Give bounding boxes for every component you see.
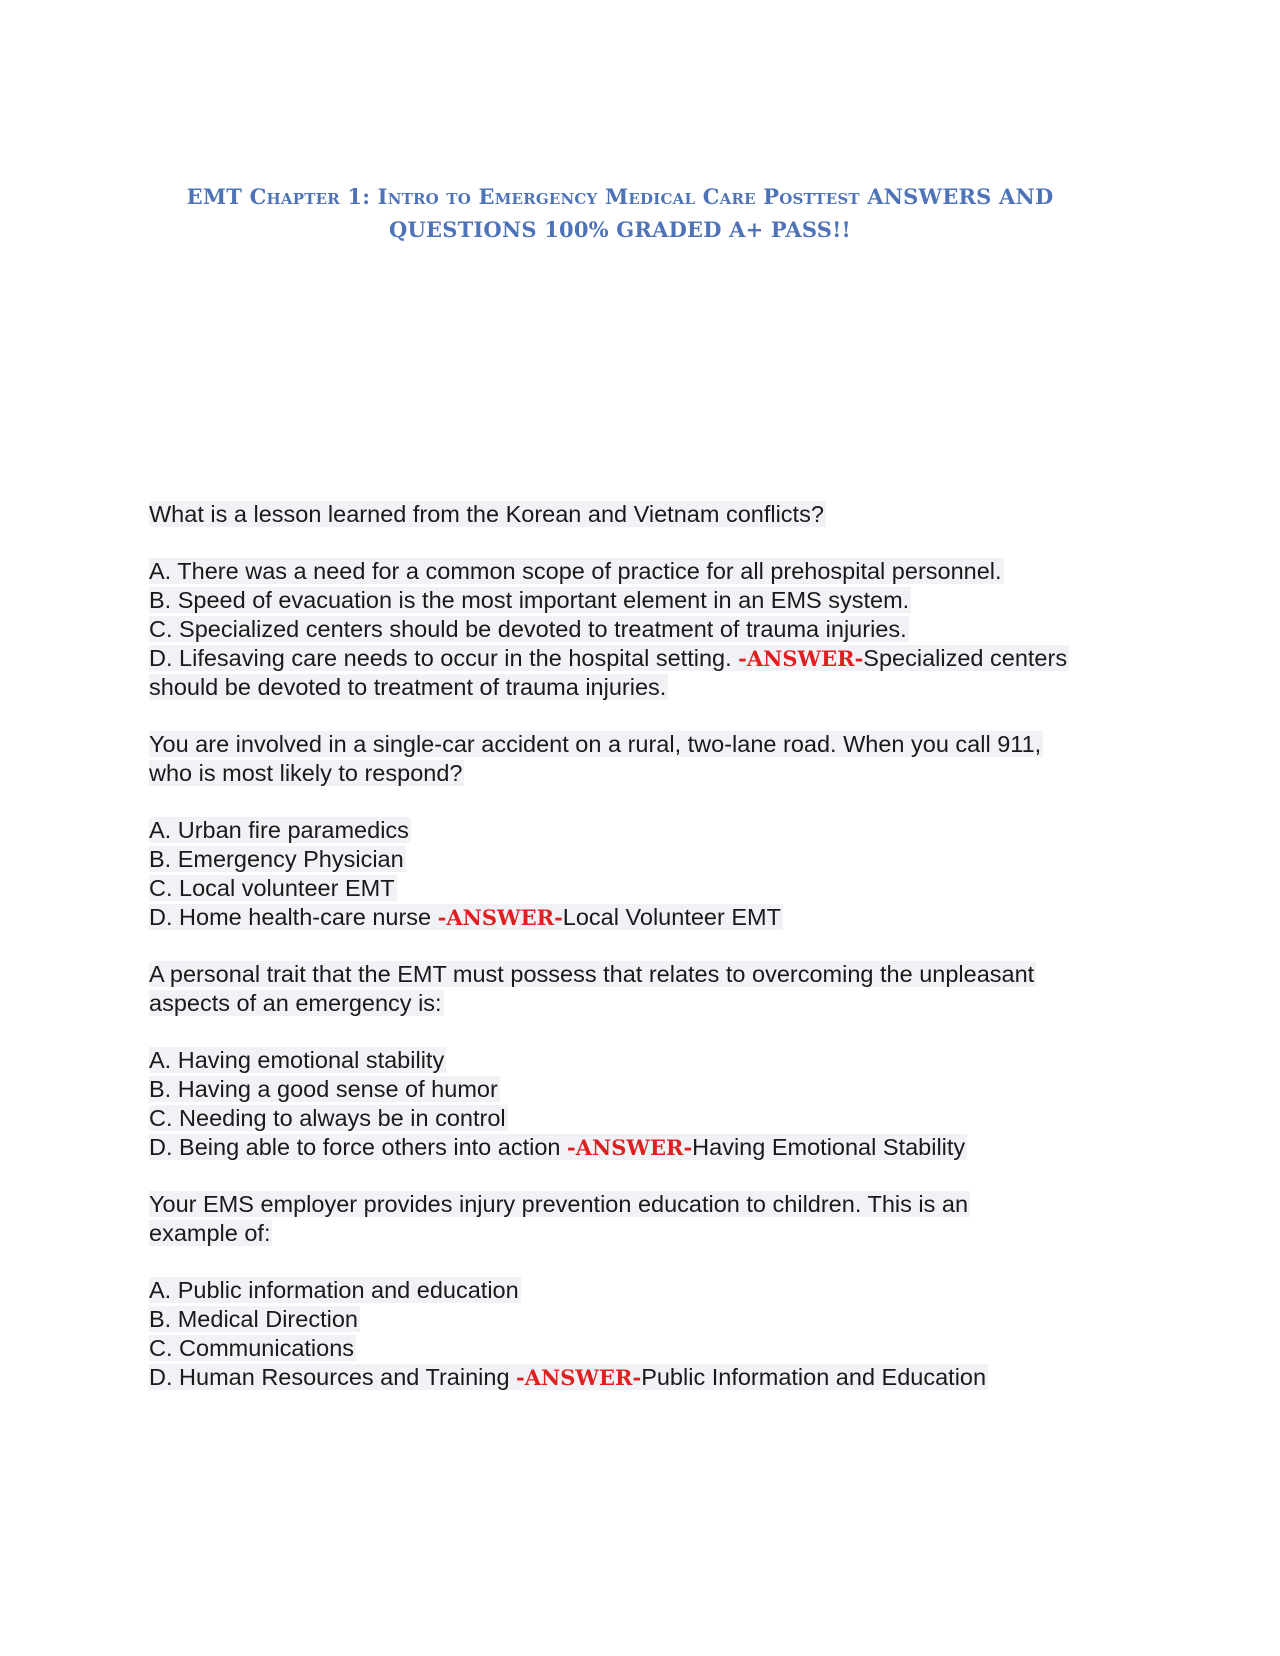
option-d-text: D. Lifesaving care needs to occur in the hospital setting.: [149, 645, 739, 671]
questions-list: [149, 500, 1109, 1420]
option-d: [149, 644, 1109, 673]
option-d-text: D. Home health-care nurse: [149, 904, 438, 930]
option-c: C. Needing to always be in control: [149, 1105, 506, 1131]
answer-tag: -ANSWER-: [516, 1365, 642, 1390]
option-d: [149, 1363, 1109, 1392]
question-text: What is a lesson learned from the Korean and Vietnam conflicts?: [149, 501, 824, 527]
option-a: A. There was a need for a common scope of practice for all prehospital personnel.: [149, 558, 1002, 584]
question-text: You are involved in a single-car accident on a rural, two-lane road. When you call 911,: [149, 731, 1042, 757]
question-text: example of:: [149, 1220, 271, 1246]
question-text: A personal trait that the EMT must possess that relates to overcoming the unpleasant: [149, 961, 1035, 987]
answer-tag: -ANSWER-: [738, 646, 864, 671]
question-block: [149, 1190, 1109, 1392]
option-c: C. Communications: [149, 1335, 355, 1361]
question-block: [149, 500, 1109, 702]
option-a: A. Urban fire paramedics: [149, 817, 409, 843]
question-block: [149, 730, 1109, 932]
question-text: Your EMS employer provides injury prevention education to children. This is an: [149, 1191, 969, 1217]
question-block: [149, 960, 1109, 1162]
option-d-text: D. Being able to force others into action: [149, 1134, 568, 1160]
option-a: A. Having emotional stability: [149, 1047, 445, 1073]
option-b: B. Emergency Physician: [149, 846, 404, 872]
option-a: A. Public information and education: [149, 1277, 519, 1303]
option-d: [149, 903, 1109, 932]
question-text: aspects of an emergency is:: [149, 990, 442, 1016]
answer-text: Public Information and Education: [641, 1364, 987, 1390]
option-b: B. Speed of evacuation is the most important element in an EMS system.: [149, 587, 910, 613]
answer-text: Having Emotional Stability: [692, 1134, 966, 1160]
answer-text: Specialized centers: [863, 645, 1068, 671]
answer-text: Local Volunteer EMT: [562, 904, 781, 930]
option-c: C. Local volunteer EMT: [149, 875, 395, 901]
title-line-1: EMT Chapter 1: Intro to Emergency Medical Care Posttest ANSWERS AND: [186, 184, 1054, 209]
option-d-text: D. Human Resources and Training: [149, 1364, 517, 1390]
document-title: [120, 180, 1120, 246]
question-text: who is most likely to respond?: [149, 760, 463, 786]
option-d: [149, 1133, 1109, 1162]
answer-continuation: should be devoted to treatment of trauma injuries.: [149, 674, 667, 700]
title-line-2: QUESTIONS 100% GRADED A+ PASS!!: [389, 217, 851, 242]
option-b: B. Having a good sense of humor: [149, 1076, 498, 1102]
answer-tag: -ANSWER-: [567, 1135, 693, 1160]
option-c: C. Specialized centers should be devoted to treatment of trauma injuries.: [149, 616, 907, 642]
answer-tag: -ANSWER-: [437, 905, 563, 930]
option-b: B. Medical Direction: [149, 1306, 358, 1332]
